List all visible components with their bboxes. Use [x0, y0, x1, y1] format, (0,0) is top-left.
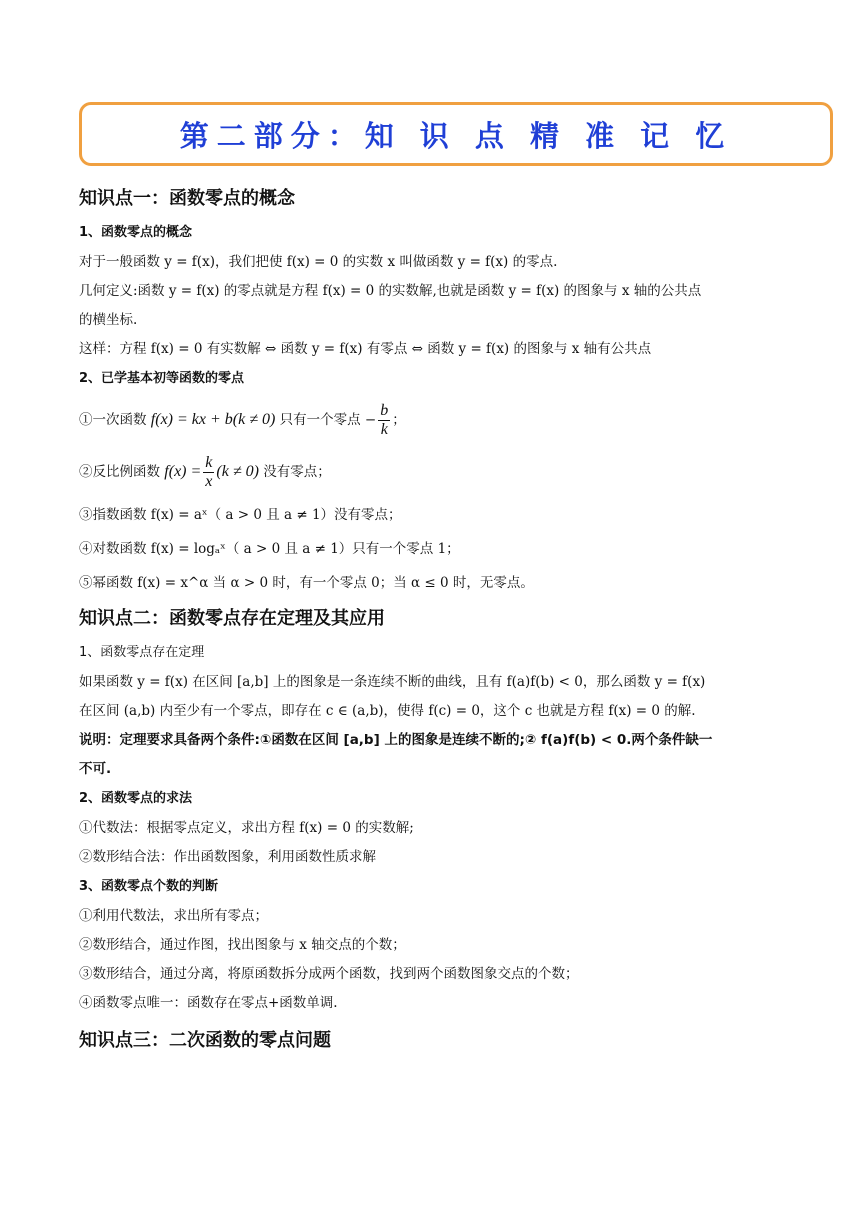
- knowledge-point-1: [79, 180, 789, 600]
- inverse-zero-text: 没有零点；: [258, 464, 331, 480]
- fraction-b-over-k: [378, 402, 390, 439]
- fraction-denominator: k: [380, 421, 388, 438]
- kp2-count-algebraic: ①利用代数法，求出所有零点；: [79, 908, 268, 924]
- kp1-inverse-function: [79, 446, 789, 498]
- inverse-condition: (k ≠ 0): [216, 463, 259, 480]
- kp2-note-line2: 不可.: [79, 761, 112, 777]
- kp2-count-graph: ②数形结合，通过作图，找出图象与 x 轴交点的个数；: [79, 937, 406, 953]
- banner-title: 第二部分：知 识 点 精 准 记 忆: [179, 118, 733, 153]
- fraction-k-over-x: [203, 454, 214, 491]
- section-banner: [79, 102, 833, 166]
- kp1-geometric-definition: 几何定义:函数 y = f(x) 的零点就是方程 f(x) = 0 的实数解,也就是函数 y = f(x) 的图象与 x 轴的公共点: [79, 283, 702, 299]
- kp1-power-function: ⑤幂函数 f(x) = x^α 当 α > 0 时，有一个零点 0；当 α ≤ 0 时，无零点。: [79, 575, 534, 591]
- kp1-definition: 对于一般函数 y = f(x)，我们把使 f(x) = 0 的实数 x 叫做函数 y = f(x) 的零点.: [79, 254, 558, 270]
- kp1-equivalence: 这样：方程 f(x) = 0 有实数解 ⇔ 函数 y = f(x) 有零点 ⇔ 函数 y = f(x) 的图象与 x 轴有公共点: [79, 341, 652, 357]
- fraction-numerator: k: [205, 454, 213, 471]
- inverse-formula-left: f(x) =: [164, 463, 202, 480]
- kp2-theorem-line2: 在区间 (a,b) 内至少有一个零点，即存在 c ∈ (a,b)，使得 f(c) = 0，这个 c 也就是方程 f(x) = 0 的解.: [79, 703, 696, 719]
- kp2-heading: 知识点二：函数零点存在定理及其应用: [79, 608, 385, 629]
- knowledge-point-3: [79, 1018, 789, 1064]
- fraction-denominator: x: [205, 473, 213, 490]
- inverse-label: ②反比例函数: [79, 464, 165, 480]
- knowledge-point-2: [79, 600, 789, 1018]
- kp2-method-algebraic: ①代数法：根据零点定义，求出方程 f(x) = 0 的实数解;: [79, 820, 414, 836]
- kp2-sub3-title: 3、函数零点个数的判断: [79, 879, 219, 894]
- kp1-sub1-title: 1、函数零点的概念: [79, 225, 193, 240]
- linear-formula: f(x) = kx + b(k ≠ 0): [150, 411, 276, 428]
- kp1-geometric-definition-cont: 的横坐标.: [79, 312, 138, 328]
- fraction-numerator: b: [380, 402, 389, 419]
- kp2-sub1-title: 1、函数零点存在定理: [79, 645, 205, 660]
- kp2-theorem-line1: 如果函数 y = f(x) 在区间 [a,b] 上的图象是一条连续不断的曲线，且有 f(a)f(b) < 0，那么函数 y = f(x): [79, 674, 706, 690]
- kp1-heading: 知识点一：函数零点的概念: [79, 188, 295, 209]
- kp2-count-unique: ④函数零点唯一：函数存在零点+函数单调.: [79, 995, 338, 1011]
- kp1-linear-function: [79, 394, 789, 446]
- kp2-note-line1: 说明：定理要求具备两个条件:①函数在区间 [a,b] 上的图象是连续不断的;② f(a)f(b) < 0.两个条件缺一: [79, 732, 713, 748]
- document-body: [79, 180, 789, 1064]
- kp3-heading: 知识点三：二次函数的零点问题: [79, 1030, 331, 1051]
- kp2-method-graphical: ②数形结合法：作出函数图象，利用函数性质求解: [79, 849, 376, 865]
- linear-zero-text: 只有一个零点 −: [275, 412, 377, 428]
- linear-label: ①一次函数: [79, 412, 151, 428]
- kp1-sub2-title: 2、已学基本初等函数的零点: [79, 371, 245, 386]
- kp2-count-separation: ③数形结合，通过分离，将原函数拆分成两个函数，找到两个函数图象交点的个数；: [79, 966, 579, 982]
- linear-end: ；: [392, 412, 406, 428]
- kp1-log-function: ④对数函数 f(x) = logₐˣ（ a > 0 且 a ≠ 1）只有一个零点 1；: [79, 541, 460, 557]
- kp2-sub2-title: 2、函数零点的求法: [79, 791, 193, 806]
- kp1-exponential-function: ③指数函数 f(x) = aˣ（ a > 0 且 a ≠ 1）没有零点；: [79, 507, 402, 523]
